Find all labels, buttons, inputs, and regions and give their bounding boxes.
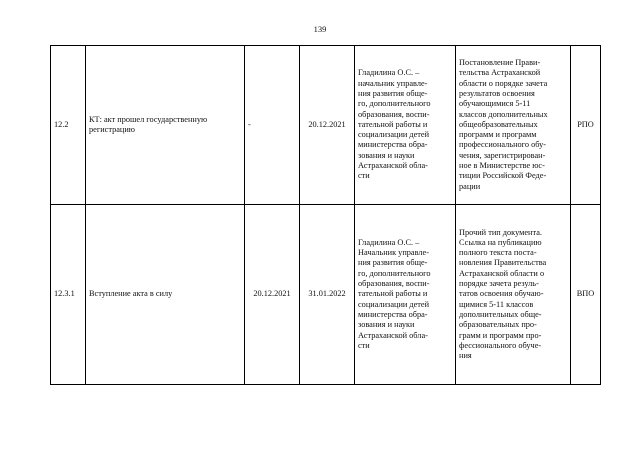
code-cell: РПО — [571, 46, 601, 205]
page-number: 139 — [313, 24, 327, 34]
row-number-cell: 12.2 — [51, 46, 86, 205]
plan-table — [50, 45, 601, 385]
responsible-cell: Гладилина О.С. – начальник управле- ния развития обще- го, дополнительного образования, воспи- тательной работы и социализации детей министерства обра- зования и науки Астраханской обла- сти — [355, 46, 456, 205]
document-cell: Прочий тип документа. Ссылка на публикацию полного текста поста- новления Правительства Астраханской области о порядке зачета резуль- татов освоения обучаю- щимися 5-11 классов дополнительных обще- образовательных про- грамм и программ про- фессионального обуче- ния — [456, 205, 571, 385]
start-date-cell: 20.12.2021 — [245, 205, 300, 385]
table-row — [51, 205, 601, 385]
code-cell: ВПО — [571, 205, 601, 385]
responsible-cell: Гладилина О.С. – Начальник управле- ния развития обще- го, дополнительного образования, воспи- тательной работы и социализации детей министерства обра- зования и науки Астраханской обла- сти — [355, 205, 456, 385]
start-date-cell: - — [245, 46, 300, 205]
table-row — [51, 46, 601, 205]
row-number-cell: 12.3.1 — [51, 205, 86, 385]
document-cell: Постановление Прави- тельства Астраханской области о порядке зачета результатов освоения обучающимися 5-11 классов дополнительных общеобразовательных программ и программ профессионального обу- чения, зарегистрирован- ное в Министерстве юс- тиции Российской Феде- рации — [456, 46, 571, 205]
end-date-cell: 20.12.2021 — [300, 46, 355, 205]
task-name-cell: КТ: акт прошел государственную регистрацию — [86, 46, 245, 205]
task-name-cell: Вступление акта в силу — [86, 205, 245, 385]
end-date-cell: 31.01.2022 — [300, 205, 355, 385]
